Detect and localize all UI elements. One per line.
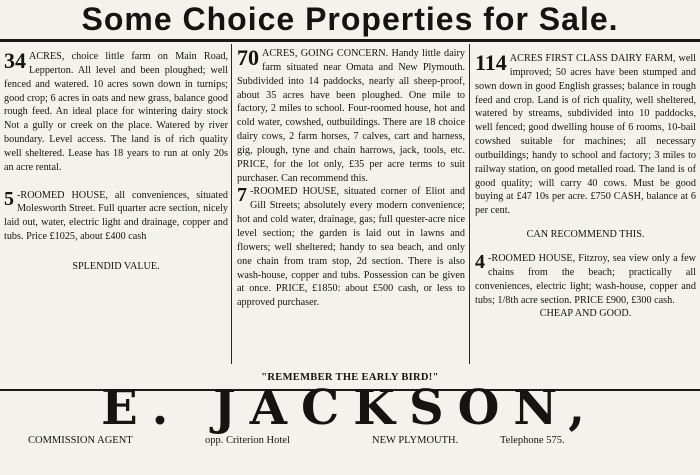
listing-text: -ROOMED HOUSE, Fitzroy, sea view only a few chains from the beach; practically all conveniences, electric light; wash-house, copper and tubs; 1/8th acre section. PRICE £900, £300 cash.: [475, 252, 696, 306]
listing-70-acres: [237, 47, 465, 185]
listing-number: 70: [237, 45, 259, 70]
agent-address: opp. Criterion Hotel: [205, 435, 290, 446]
column-middle: [237, 47, 465, 310]
tagline: SPLENDID VALUE.: [72, 260, 160, 272]
listing-34-acres: [4, 50, 228, 175]
listing-number: 7: [237, 184, 247, 207]
listing-text: -ROOMED HOUSE, situated corner of Eliot and Gill Streets; absolutely every modern convenience; hot and cold water, drainage, gas; full quester-acre nice level section; the garden is laid out in lawns and flowers; well sheltered; handy to sea beach, and only one chain from tram stop, 2d section. There is also wash-house, copper and tubs. Possession can be given at once. PRICE, £1850: about £500 cash, or less to approved purchaser.: [237, 186, 465, 309]
listing-114-acres: [475, 52, 696, 218]
listing-text: ACRES FIRST CLASS DAIRY FARM, well improved; 50 acres have been stumped and sown down in good English grasses; balance in rough feed and crop. Land is of rich quality, well sheltered, watered by streams, subdivided into 10 paddocks, well fenced; good dwelling house of 6 rooms, 10-bail cowshed suitable for machines; all necessary outbuildings; handy to school and factory; 3 miles to railway station, on good metalled road. The land is of good quality; will carry 40 cows. Must be good buying at £47 10s per acre. £750 CASH, balance at 6 per cent.: [475, 53, 696, 217]
column-left: [4, 50, 228, 274]
agent-details: [0, 434, 700, 450]
listing-number: 114: [475, 50, 507, 75]
top-rule: [0, 39, 700, 42]
tagline: CAN RECOMMEND THIS.: [526, 229, 645, 241]
agent-phone: Telephone 575.: [500, 435, 565, 446]
agent-role: COMMISSION AGENT: [28, 435, 133, 446]
listing-text: -ROOMED HOUSE, all conveniences, situated Molesworth Street. Full quarter acre section, nicely laid out, water, electric light and drainage, copper and tubs. Price £1025, about £400 cash: [4, 189, 228, 243]
listing-number: 5: [4, 187, 14, 210]
listing-7-roomed-house: [237, 185, 465, 310]
listing-number: 34: [4, 48, 26, 73]
listing-number: 4: [475, 250, 485, 273]
column-divider-left: [231, 44, 232, 364]
agent-town: NEW PLYMOUTH.: [372, 435, 459, 446]
listing-text: ACRES, choice little farm on Main Road, Lepperton. All level and been ploughed; well fenced and watered. 10 acres sown down in turnips; good crop; 6 acres in oats and new grass, balance good rough feed. An ideal place for wintering dairy stock Not a gully or creek on the place. Watered by river boundary. Level access. The land is of rich quality well sheltered. Lease has 18 years to run at only 20s an acre rental.: [4, 51, 228, 173]
listing-4-roomed-house: [475, 252, 696, 307]
page-title: Some Choice Properties for Sale.: [81, 1, 619, 37]
listing-5-roomed-house: [4, 189, 228, 244]
tagline: CHEAP AND GOOD.: [539, 308, 632, 320]
column-divider-right: [469, 44, 470, 364]
slogan: "REMEMBER THE EARLY BIRD!": [261, 372, 439, 383]
column-right: [475, 52, 696, 321]
listing-text: ACRES, GOING CONCERN. Handy little dairy farm situated near Omata and New Plymouth. Subdivided into 14 paddocks, nearly all sheep-proof, about 35 acres have been ploughed. One mile to factory, 2 miles to school. Four-roomed house, hot and cold water, cowshed, outbuildings. There are 18 choice dairy cows, 2 farm horses, 7 calves, cart and harness, gig, plough, tyne and chain harrows, jack, tools, etc. PRICE, for the lot only, £35 per acre terms to suit purchaser. Can recommend this.: [237, 48, 465, 184]
agent-name: E. JACKSON,: [101, 380, 599, 436]
